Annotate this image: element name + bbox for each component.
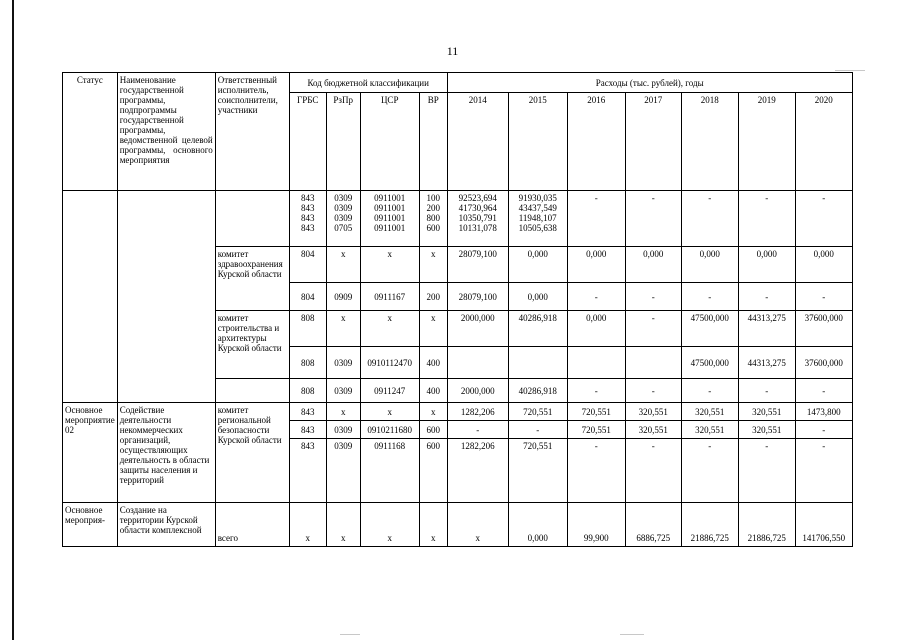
cell-2017: 0,000 [625,247,681,283]
cell-2015: 720,551 [508,403,567,421]
status-cell-empty [63,191,118,403]
cell-2019: - [738,379,795,403]
cell-2016: 99,900 [567,503,625,547]
cell-2018: - [681,379,738,403]
cell-2017: - [625,379,681,403]
cell-2020: 0,000 [795,247,852,283]
table-row [63,503,853,547]
cell-2018: - [681,439,738,503]
cell-rzpr: 0909 [326,283,360,311]
cell-vr: х [419,403,447,421]
cell-2019: 21886,725 [738,503,795,547]
cell-rzpr: х [326,311,360,347]
cell-2019: 320,551 [738,421,795,439]
cell-2014: 1282,206 [447,439,508,503]
cell-vr: 400 [419,347,447,379]
cell-2016: - [567,439,625,503]
status-measure-02: Основное мероприятие 02 [63,403,118,503]
cell-rzpr: х [326,247,360,283]
cell-csr: х [360,403,419,421]
cell-csr: 0910112470 [360,347,419,379]
y2019-value: - [738,191,795,247]
header-year-2015: 2015 [508,93,567,191]
cell-2016: 720,551 [567,403,625,421]
cell-csr: х [360,247,419,283]
header-expenses: Расходы (тыс. рублей), годы [447,73,852,93]
cell-2020: - [795,283,852,311]
cell-rzpr: 0309 [326,439,360,503]
cell-rzpr: х [326,403,360,421]
header-budget-code: Код бюджетной классификации [289,73,447,93]
header-grbs: ГРБС [289,93,326,191]
executor-total: всего [215,503,289,547]
cell-2017: 320,551 [625,403,681,421]
cell-2020: 1473,800 [795,403,852,421]
cell-2020: 37600,000 [795,311,852,347]
cell-grbs: х [289,503,326,547]
name-measure-02: Содействие деятельности некоммерческих организаций, осуществляющих деятельность в области защиты населения и территорий [117,403,215,503]
cell-2018: 320,551 [681,421,738,439]
cell-2014: 28079,100 [447,283,508,311]
cell-grbs: 843 [289,403,326,421]
cell-2016: - [567,379,625,403]
cell-vr: х [419,503,447,547]
scan-noise [620,634,644,635]
header-year-2017: 2017 [625,93,681,191]
scan-noise [835,70,865,71]
cell-rzpr: 0309 [326,347,360,379]
y2015-lines: 91930,035 43437,549 11948,107 10505,638 [508,191,567,247]
cell-2020: - [795,379,852,403]
budget-table [62,72,853,547]
cell-2017: 320,551 [625,421,681,439]
header-executor: Ответственный исполнитель, соисполнители, участники [215,73,289,191]
cell-2014: - [447,421,508,439]
vr-lines: 100 200 800 600 [419,191,447,247]
name-cell-empty [117,191,215,403]
cell-2020: 37600,000 [795,347,852,379]
cell-grbs: 804 [289,283,326,311]
scan-noise [340,634,360,635]
cell-2015 [508,347,567,379]
cell-csr: х [360,503,419,547]
status-next-measure: Основное мероприя- [63,503,118,547]
grbs-lines: 843 843 843 843 [289,191,326,247]
cell-2018: 320,551 [681,403,738,421]
cell-csr: 0910211680 [360,421,419,439]
header-year-2018: 2018 [681,93,738,191]
cell-2014: х [447,503,508,547]
executor-construction: комитет строительства и архитектуры Курской области [215,311,289,379]
cell-2014: 28079,100 [447,247,508,283]
cell-grbs: 843 [289,421,326,439]
cell-vr: х [419,311,447,347]
header-status: Статус [63,73,118,191]
cell-2016 [567,347,625,379]
executor-security: комитет региональной безопасности Курской области [215,403,289,503]
cell-csr: х [360,311,419,347]
cell-2016: 0,000 [567,247,625,283]
cell-2018: - [681,283,738,311]
cell-rzpr: 0309 [326,379,360,403]
cell-2019: 44313,275 [738,347,795,379]
y2018-value: - [681,191,738,247]
cell-csr: 0911167 [360,283,419,311]
executor-health: комитет здравоохранения Курской области [215,247,289,311]
cell-vr: 400 [419,379,447,403]
header-year-2020: 2020 [795,93,852,191]
cell-grbs: 808 [289,379,326,403]
cell-rzpr: 0309 [326,421,360,439]
cell-2014: 2000,000 [447,311,508,347]
cell-2015: 40286,918 [508,379,567,403]
cell-2016: - [567,283,625,311]
cell-2017: - [625,439,681,503]
cell-2019: 44313,275 [738,311,795,347]
cell-2015: 0,000 [508,283,567,311]
cell-2019: - [738,283,795,311]
cell-2014: 2000,000 [447,379,508,403]
table-row [63,191,853,247]
header-csr: ЦСР [360,93,419,191]
header-year-2014: 2014 [447,93,508,191]
cell-grbs: 808 [289,311,326,347]
cell-rzpr: х [326,503,360,547]
cell-2017: - [625,283,681,311]
cell-2015: 720,551 [508,439,567,503]
cell-2018: 47500,000 [681,347,738,379]
cell-2020: - [795,421,852,439]
cell-2019: 0,000 [738,247,795,283]
header-rzpr: РзПр [326,93,360,191]
cell-2018: 21886,725 [681,503,738,547]
header-year-2016: 2016 [567,93,625,191]
name-next-measure: Создание на территории Курской области комплексной [117,503,215,547]
rzpr-lines: 0309 0309 0309 0705 [326,191,360,247]
header-name: Наименование государственной программы, подпрограммы государственной программы, ведомственной целевой программы, основного мероприятия [117,73,215,191]
cell-2015: 0,000 [508,503,567,547]
cell-2016: 720,551 [567,421,625,439]
cell-2014 [447,347,508,379]
cell-grbs: 804 [289,247,326,283]
table-row [63,403,853,421]
y2014-lines: 92523,694 41730,964 10350,791 10131,078 [447,191,508,247]
y2017-value: - [625,191,681,247]
cell-2015: - [508,421,567,439]
cell-2019: 320,551 [738,403,795,421]
cell-grbs: 808 [289,347,326,379]
cell-2017: - [625,311,681,347]
header-vr: ВР [419,93,447,191]
cell-vr: 600 [419,421,447,439]
executor-cell-empty [215,379,289,403]
cell-2020: 141706,550 [795,503,852,547]
cell-2018: 47500,000 [681,311,738,347]
cell-vr: 200 [419,283,447,311]
cell-2015: 40286,918 [508,311,567,347]
cell-grbs: 843 [289,439,326,503]
csr-lines: 0911001 0911001 0911001 0911001 [360,191,419,247]
cell-vr: 600 [419,439,447,503]
cell-vr: х [419,247,447,283]
header-year-2019: 2019 [738,93,795,191]
page-left-edge [12,0,14,640]
cell-2016: 0,000 [567,311,625,347]
cell-2020: - [795,439,852,503]
cell-2014: 1282,206 [447,403,508,421]
cell-csr: 0911168 [360,439,419,503]
executor-cell-empty [215,191,289,247]
cell-2017: 6886,725 [625,503,681,547]
header-row-1 [63,73,853,93]
cell-2015: 0,000 [508,247,567,283]
cell-2018: 0,000 [681,247,738,283]
y2016-value: - [567,191,625,247]
cell-2017 [625,347,681,379]
cell-2019: - [738,439,795,503]
cell-csr: 0911247 [360,379,419,403]
y2020-value: - [795,191,852,247]
page-number: 11 [446,44,459,58]
